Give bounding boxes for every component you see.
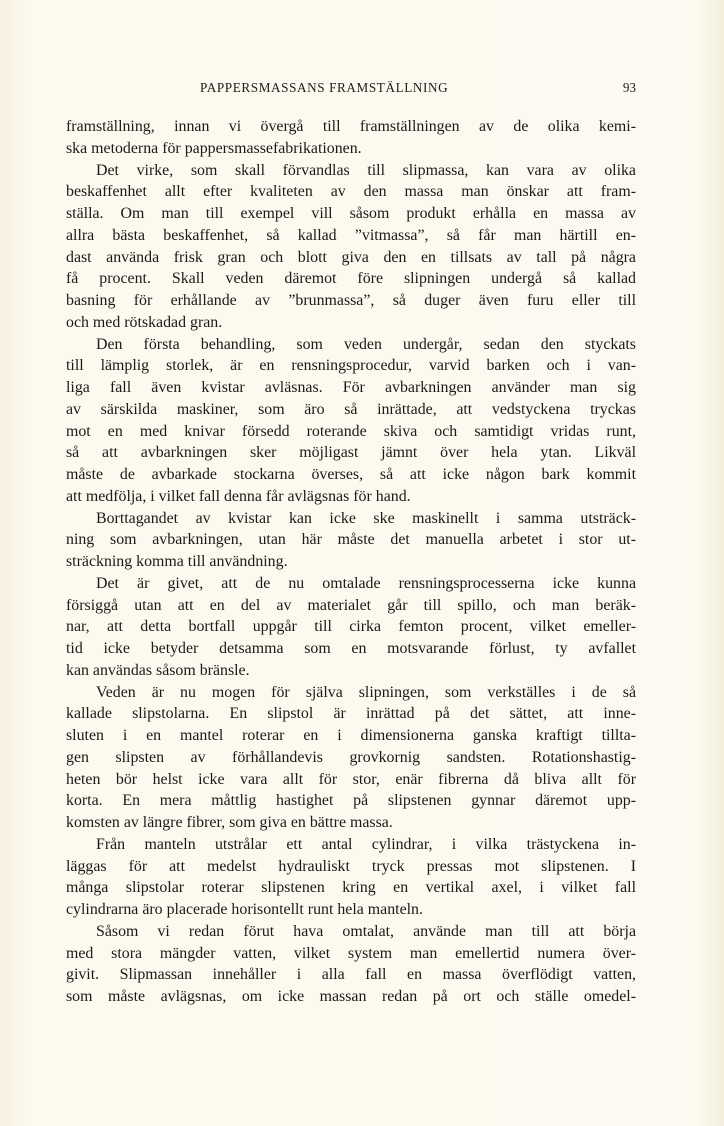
text-line: och med rötskadad gran. bbox=[66, 313, 223, 331]
text-line: cylindrarna äro placerade horisontellt runt hela manteln. bbox=[66, 901, 423, 918]
text-line: läggas för att medelst hydrauliskt tryck pressas mot slipstenen. I bbox=[66, 857, 636, 875]
text-line: Det virke, som skall förvandlas till slipmassa, kan vara av olika bbox=[96, 161, 636, 179]
text-line: Veden är nu mogen för själva slipningen, som verkställes i de så bbox=[96, 683, 636, 701]
text-line: kallade slipstolarna. En slipstol är inrättad på det sättet, att inne- bbox=[66, 705, 636, 723]
text-line: så att avbarkningen sker möjligast jämnt över hela ytan. Likväl bbox=[66, 444, 636, 462]
text-line: givit. Slipmassan innehåller i alla fall en massa överflödigt vatten, bbox=[66, 966, 636, 984]
text-line: att medfölja, i vilket fall denna får avlägsnas för hand. bbox=[66, 487, 411, 505]
text-line: med stora mängder vatten, vilket system man emellertid numera över- bbox=[66, 944, 636, 962]
text-line: basning för erhållande av ”brunmassa”, så duger även furu eller till bbox=[66, 292, 636, 309]
text-line: Borttagandet av kvistar kan icke ske maskinellt i samma utsträck- bbox=[96, 509, 636, 527]
text-line: till lämplig storlek, är en rensningsprocedur, varvid barken och i van- bbox=[66, 357, 636, 375]
text-line: dast använda frisk gran och blott giva den en tillsats av tall på några bbox=[66, 248, 636, 266]
text-line: kan användas såsom bränsle. bbox=[66, 661, 250, 679]
text-line: Det är givet, att de nu omtalade rensningsprocesserna icke kunna bbox=[96, 574, 636, 592]
text-line: tid icke betyder detsamma som en motsvarande förlust, ty avfallet bbox=[66, 640, 636, 657]
text-line: måste de avbarkade stockarna överses, så att icke någon bark kommit bbox=[66, 466, 636, 483]
text-line: heten bör helst icke vara allt för stor, enär fibrerna då bliva allt för bbox=[66, 770, 636, 788]
body-text bbox=[66, 116, 636, 1008]
text-line: gen slipsten av förhållandevis grovkornig sandsten. Rotationshastig- bbox=[66, 748, 636, 766]
running-title: PAPPERSMASSANS FRAMSTÄLLNING bbox=[200, 80, 449, 95]
text-line: försiggå utan att en del av materialet går till spillo, och man beräk- bbox=[66, 596, 636, 614]
page-number: 93 bbox=[622, 80, 636, 95]
text-line: sträckning komma till användning. bbox=[66, 553, 288, 570]
text-line: framställning, innan vi övergå till framställningen av de olika kemi- bbox=[66, 118, 636, 135]
page-header bbox=[66, 80, 636, 100]
text-line: många slipstolar roterar slipstenen kring en vertikal axel, i vilket fall bbox=[66, 879, 636, 897]
text-line: sluten i en mantel roterar en i dimensionerna ganska kraftigt tillta- bbox=[66, 727, 636, 744]
text-line: ska metoderna för pappersmassefabrikationen. bbox=[66, 139, 362, 157]
text-line: korta. En mera måttlig hastighet på slipstenen gynnar däremot upp- bbox=[66, 792, 636, 810]
text-line: ning som avbarkningen, utan här måste det manuella arbetet i stor ut- bbox=[66, 531, 636, 549]
text-line: beskaffenhet allt efter kvaliteten av den massa man önskar att fram- bbox=[66, 183, 636, 201]
text-line: komsten av längre fibrer, som giva en bättre massa. bbox=[66, 814, 393, 831]
text-line: som måste avlägsnas, om icke massan redan på ort och ställe omedel- bbox=[66, 988, 636, 1005]
text-line: mot en med knivar försedd roterande skiva och samtidigt vridas runt, bbox=[66, 422, 636, 440]
text-line: ställa. Om man till exempel vill såsom produkt erhålla en massa av bbox=[66, 205, 636, 222]
text-line: få procent. Skall veden däremot före slipningen undergå så kallad bbox=[66, 270, 636, 288]
text-line: Såsom vi redan förut hava omtalat, använde man till att börja bbox=[96, 922, 636, 940]
text-line: liga fall även kvistar avläsnas. För avbarkningen använder man sig bbox=[66, 379, 636, 396]
text-line: allra bästa beskaffenhet, så kallad ”vitmassa”, så får man härtill en- bbox=[66, 226, 636, 244]
text-line: Den första behandling, som veden undergår, sedan den styckats bbox=[96, 335, 636, 353]
text-line: av särskilda maskiner, som äro så inrättade, att vedstyckena tryckas bbox=[66, 400, 636, 418]
text-line: nar, att detta bortfall uppgår till cirka femton procent, vilket emeller- bbox=[66, 618, 636, 636]
text-line: Från manteln utstrålar ett antal cylindrar, i vilka trästyckena in- bbox=[96, 835, 636, 853]
